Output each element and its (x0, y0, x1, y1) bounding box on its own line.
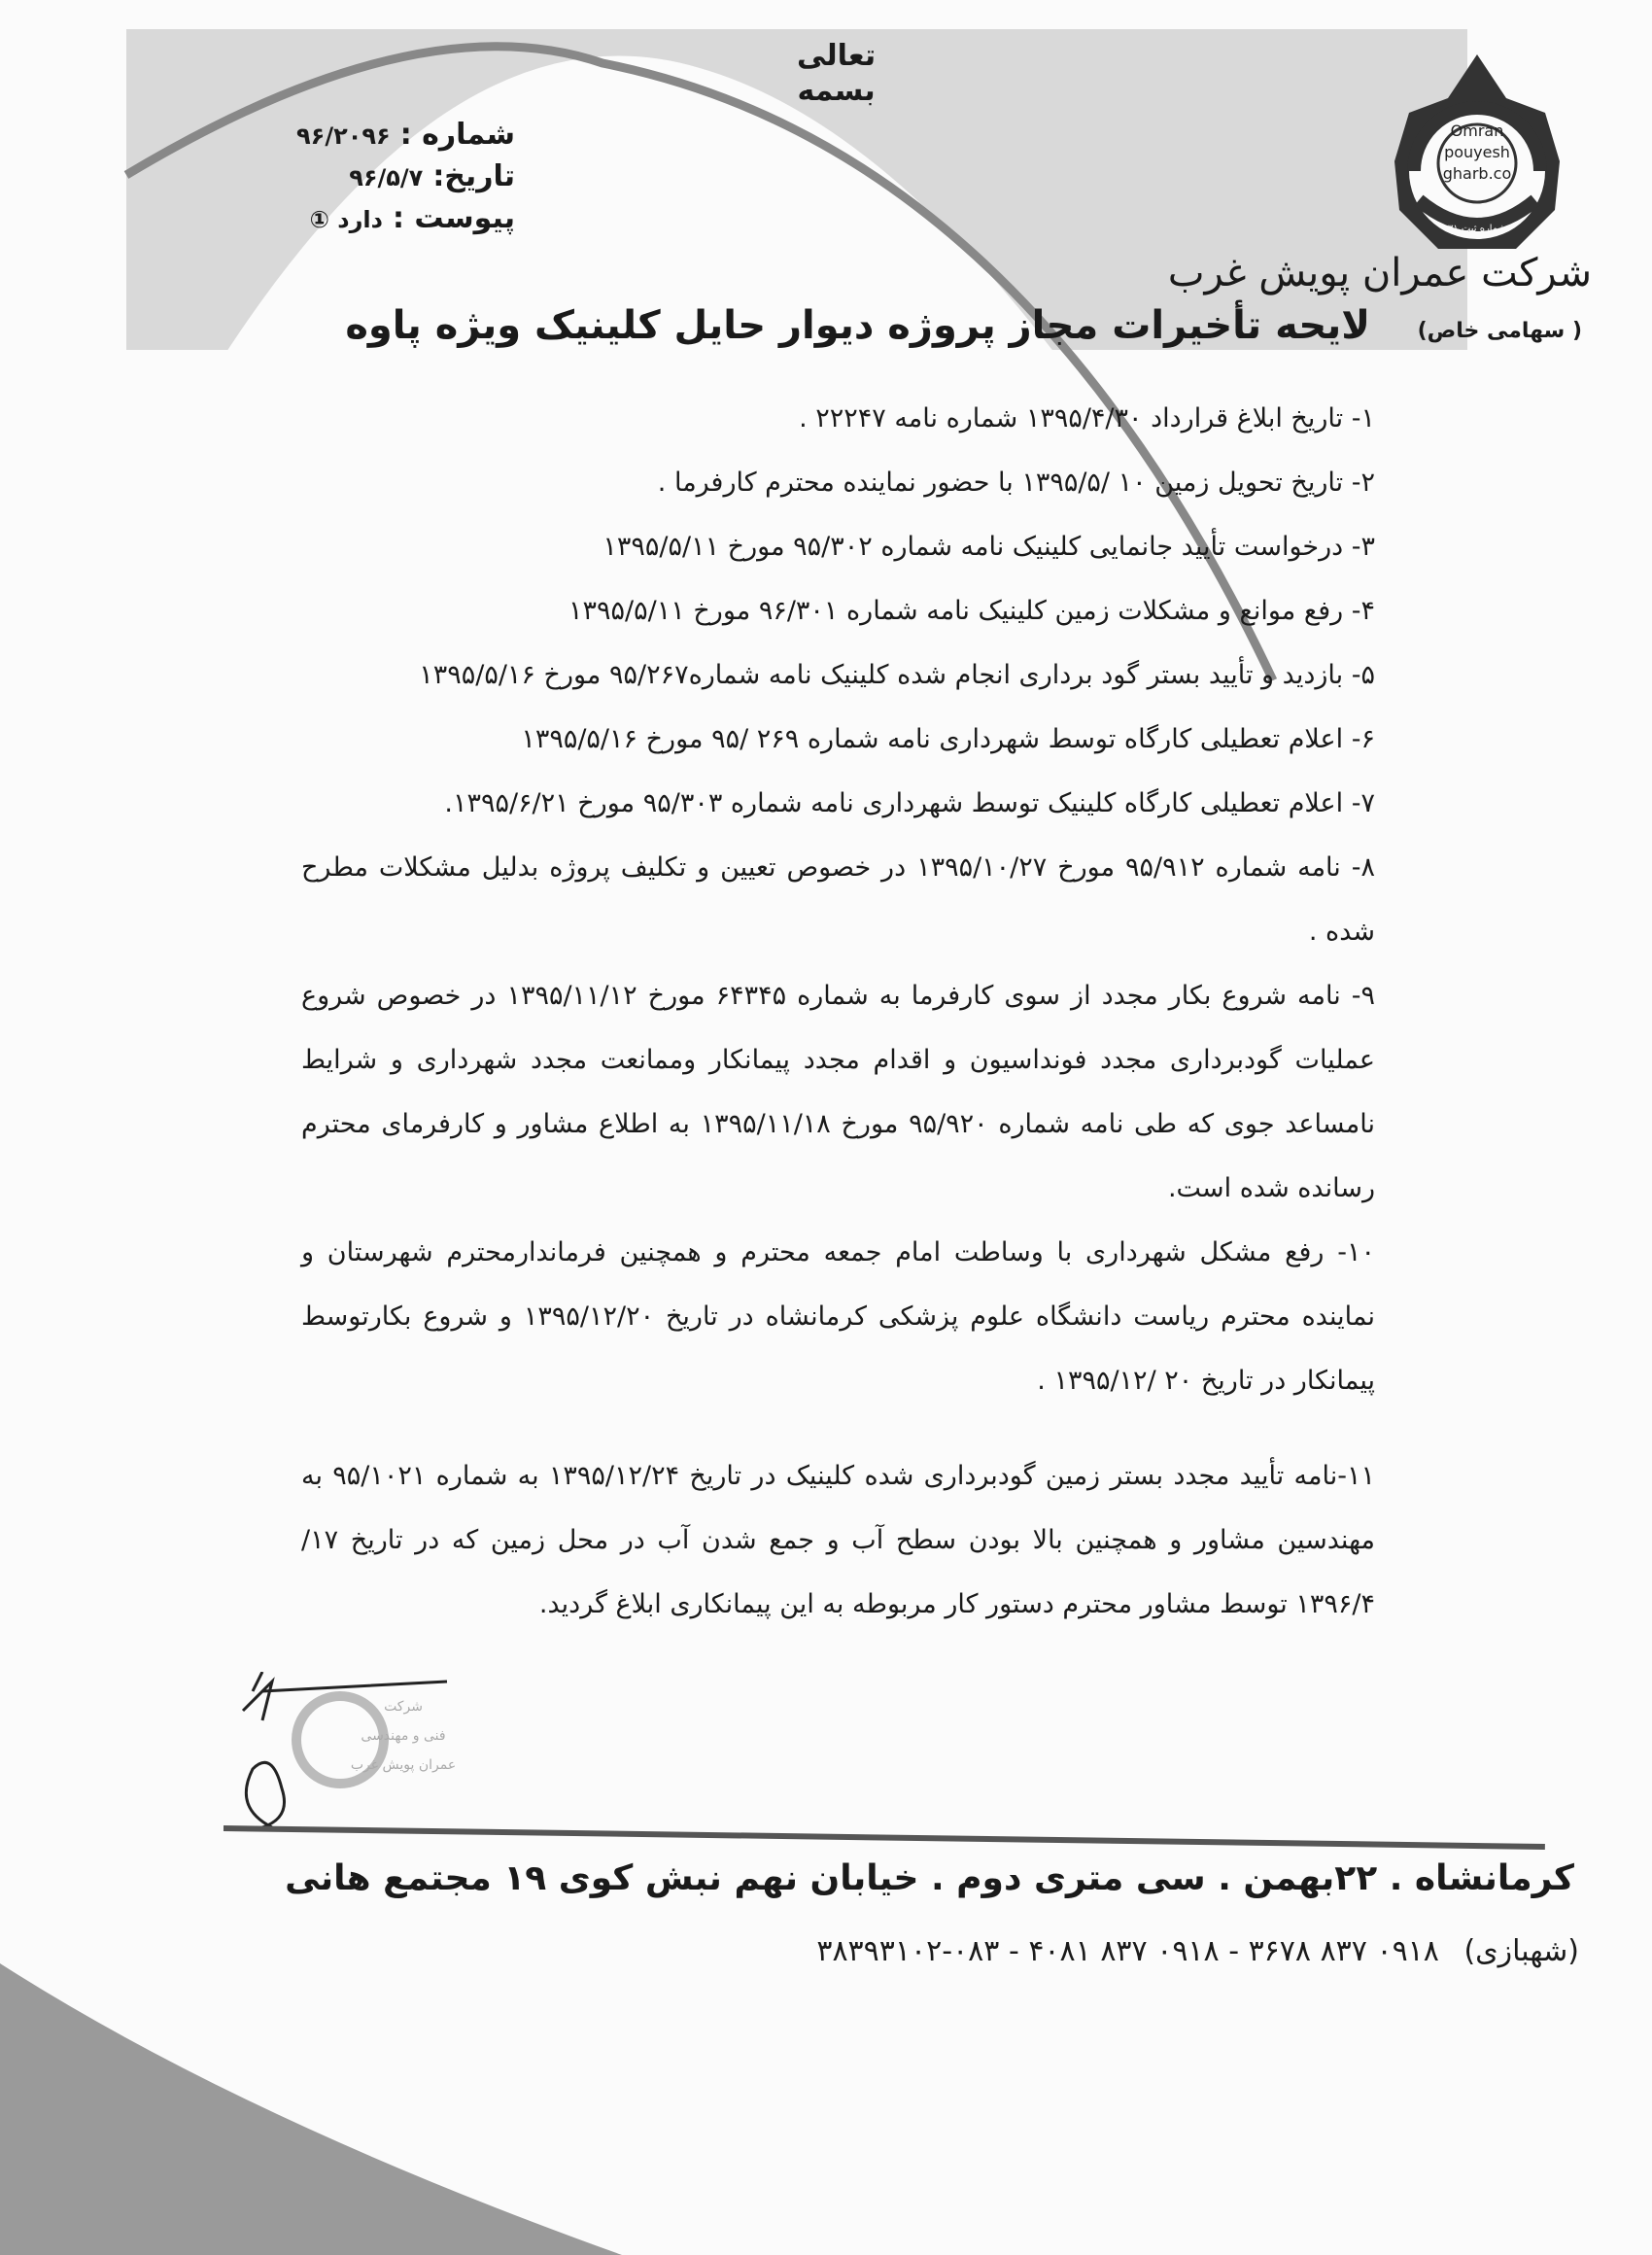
logo-line-2: pouyesh (1444, 143, 1510, 161)
list-item: ۶- اعلام تعطیلی کارگاه توسط شهرداری نامه شماره ۲۶۹ /۹۵ مورخ ۱۳۹۵/۵/۱۶ (521, 724, 1375, 754)
phones-label: (شهبازی) (1463, 1934, 1579, 1968)
footer-phones (816, 1934, 1579, 1968)
date-value: ۹۶/۵/۷ (349, 164, 424, 191)
phones-value: ۰۹۱۸ ۸۳۷ ۳۶۷۸ - ۰۹۱۸ ۸۳۷ ۴۰۸۱ - ۰۸۳-۳۸۳۹۳۱۰۲ (816, 1934, 1439, 1968)
list-item: ۱۰- رفع مشکل شهرداری با وساطت امام جمعه محترم و همچنین فرماندارمحترم شهرستان و نماینده محترم ریاست دانشگاه علوم پزشکی کرمانشاه در تاریخ ۱۳۹۵/۱۲/۲۰ و شروع بکارتوسط پیمانکار در تاریخ ۲۰ /۱۳۹۵/۱۲ . (301, 1237, 1375, 1396)
svg-text:شرکت: شرکت (384, 1699, 423, 1715)
list-item: ۹- نامه شروع بکار مجدد از سوی کارفرما به شماره ۶۴۳۴۵ مورخ ۱۳۹۵/۱۱/۱۲ در خصوص شروع عملیات گودبرداری مجدد فونداسیون و اقدام مجدد پیمانکار وممانعت مجدد شهرداری و شرایط نامساعد جوی که طی نامه شماره ۹۵/۹۲۰ مورخ ۱۳۹۵/۱۱/۱۸ به اطلاع مشاور و کارفرمای محترم رسانده شده است. (301, 981, 1375, 1203)
letter-number (282, 115, 515, 156)
number-value: ۹۶/۲۰۹۶ (296, 122, 391, 150)
signature-stamp-icon (233, 1672, 466, 1837)
svg-text:فنی و مهندسی: فنی و مهندسی (361, 1728, 446, 1744)
bismillah-line-2: بسمه (797, 74, 876, 108)
date-label: تاریخ: (432, 159, 515, 193)
bismillah (797, 39, 876, 109)
list-item: ۸- نامه شماره ۹۵/۹۱۲ مورخ ۱۳۹۵/۱۰/۲۷ در خصوص تعیین و تکلیف پروژه بدلیل مشکلات مطرح شده . (301, 852, 1375, 947)
company-name: شرکت عمران پویش غرب (1167, 251, 1592, 295)
logo-registration: شماره ثبت ۳۱ (1447, 224, 1507, 234)
logo-line-1: Omran (1450, 121, 1504, 140)
attachment-label: پیوست : (392, 201, 515, 235)
document-title: لایحه تأخیرات مجاز پروژه دیوار حایل کلینیک ویژه پاوه (345, 303, 1370, 348)
list-item: ۲- تاریخ تحویل زمین ۱۰ /۱۳۹۵/۵ با حضور نماینده محترم کارفرما . (657, 468, 1375, 498)
list-item: ۵- بازدید و تأیید بستر گود برداری انجام شده کلینیک نامه شماره۹۵/۲۶۷ مورخ ۱۳۹۵/۵/۱۶ (419, 660, 1375, 690)
footer-address: کرمانشاه . ۲۲بهمن . سی متری دوم . خیابان نهم نبش کوی ۱۹ مجتمع هانی (285, 1858, 1574, 1898)
number-label: شماره : (399, 118, 515, 152)
logo-line-3: gharb.co (1442, 164, 1512, 183)
bismillah-line-1: تعالی (797, 39, 877, 73)
list-item: ۷- اعلام تعطیلی کارگاه کلینیک توسط شهرداری نامه شماره ۹۵/۳۰۳ مورخ ۱۳۹۵/۶/۲۱. (444, 788, 1375, 818)
list-item: ۱۱-نامه تأیید مجدد بستر زمین گودبرداری شده کلینیک در تاریخ ۱۳۹۵/۱۲/۲۴ به شماره ۹۵/۱۰۲۱ به مهندسین مشاور و همچنین بالا بودن سطح آب و جمع شدن آب در محل زمین که در تاریخ ۱۷/ ۱۳۹۶/۴ توسط مشاور محترم دستور کار مربوطه به این پیمانکاری ابلاغ گردید. (301, 1461, 1375, 1619)
letter-meta (282, 115, 515, 240)
logo-text (1438, 121, 1516, 185)
list-item: ۳- درخواست تأیید جانمایی کلینیک نامه شماره ۹۵/۳۰۲ مورخ ۱۳۹۵/۵/۱۱ (602, 532, 1375, 562)
footer-corner-band (0, 1963, 680, 2255)
list-item: ۱- تاریخ ابلاغ قرارداد ۱۳۹۵/۴/۳۰ شماره نامه ۲۲۲۴۷ . (799, 403, 1375, 434)
document-body (301, 387, 1375, 1637)
letter-date (282, 156, 515, 198)
letter-attachment (282, 198, 515, 240)
company-type: ( سهامی خاص) (1417, 319, 1582, 343)
svg-text:عمران پویش غرب: عمران پویش غرب (350, 1757, 457, 1773)
attachment-value: دارد ① (309, 206, 383, 233)
list-item: ۴- رفع موانع و مشکلات زمین کلینیک نامه شماره ۹۶/۳۰۱ مورخ ۱۳۹۵/۵/۱۱ (568, 596, 1375, 626)
